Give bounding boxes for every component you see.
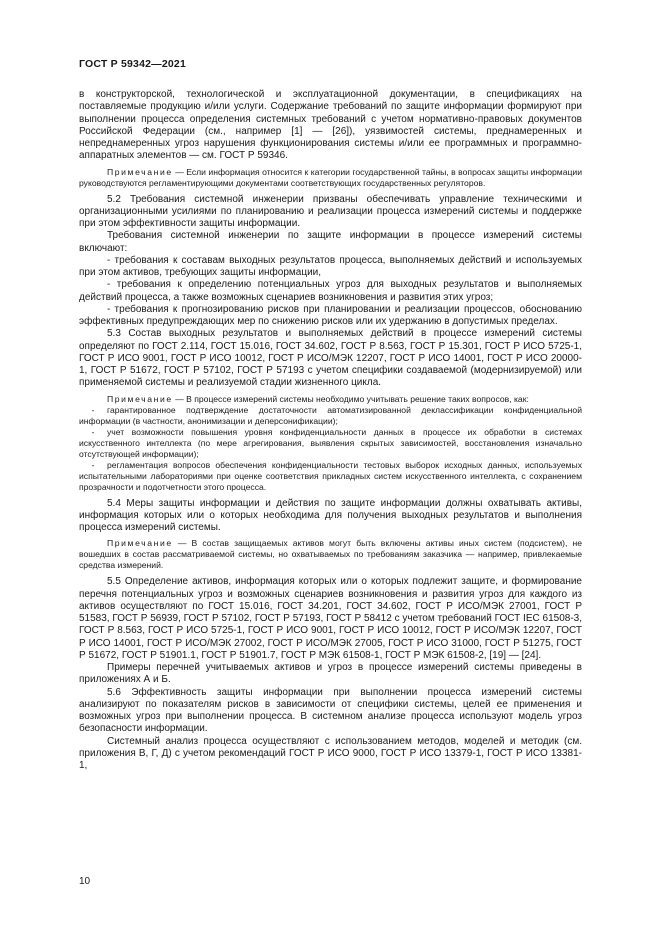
note-label: Примечание bbox=[107, 393, 173, 404]
paragraph: 5.6 Эффективность защиты информации при выполнении процесса измерений системы анализируют по показателям рисков в зависимости от специфики системы, целей ее применения и возможных угроз при выполнении процесса. В системном анализе процесса используют модель угроз безопасности информации. bbox=[79, 686, 582, 735]
paragraph: - требования к прогнозированию рисков при планировании и реализации процессов, обоснованию эффективных предупреждающих мер по снижению рисков или их удержанию в допустимых пределах. bbox=[79, 303, 582, 327]
note-text: — В процессе измерений системы необходимо учитывать решение таких вопросов, как: bbox=[172, 393, 529, 404]
note-list-item bbox=[79, 405, 582, 427]
document-header: ГОСТ Р 59342—2021 bbox=[79, 58, 187, 70]
note bbox=[79, 538, 582, 571]
paragraph: Системный анализ процесса осуществляют с использованием методов, моделей и методик (см. приложения В, Г, Д) с учетом рекомендаций ГОСТ Р ИСО 9000, ГОСТ Р ИСО 13379-1, ГОСТ Р ИСО 13381-1, bbox=[79, 735, 582, 771]
note-text: — В состав защищаемых активов могут быть включены активы иных систем (подсистем), не вошедших в состав рассматриваемой системы, но охватываемых по требованиям заказчика — например, привлекаемые средства измерений. bbox=[79, 538, 582, 571]
note-list-item bbox=[79, 427, 582, 460]
paragraph: в конструкторской, технологической и эксплуатационной документации, в спецификациях на поставляемые продукцию и/или услуги. Содержание требований по защите информации формируют при выполнении процесса определения системных требований с учетом нормативно-правовых документов Российской Федерации (см., например [1] — [26]), уязвимостей системы, преднамеренных и непреднамеренных угроз нарушения функционирования системы и/или ее программных и программно-аппаратных элементов — см. ГОСТ Р 59346. bbox=[79, 89, 582, 162]
note-label: Примечание bbox=[107, 166, 173, 177]
note bbox=[79, 167, 582, 189]
paragraph: 5.5 Определение активов, информация которых или о которых подлежит защите, и формирование перечня потенциальных угроз и возможных сценариев возникновения и развития угроз для каждого из активов осуществляют по ГОСТ 15.016, ГОСТ 34.201, ГОСТ 34.602, ГОСТ Р ИСО/МЭК 27001, ГОСТ Р 51583, ГОСТ Р 56939, ГОСТ Р 57102, ГОСТ Р 57193, ГОСТ Р 58412 с учетом требований ГОСТ IEC 61508-3, ГОСТ Р 8.563, ГОСТ Р ИСО 5725-1, ГОСТ Р ИСО 9001, ГОСТ Р ИСО 10012, ГОСТ Р ИСО/МЭК 12207, ГОСТ Р ИСО 14001, ГОСТ Р ИСО/МЭК 27002, ГОСТ Р ИСО/МЭК 27005, ГОСТ Р ИСО 31000, ГОСТ Р 51275, ГОСТ Р 51672, ГОСТ Р 51901.1, ГОСТ Р 51901.7, ГОСТ Р МЭК 61508-1, ГОСТ Р МЭК 61508-2, [19] — [24]. bbox=[79, 576, 582, 661]
note-item-text: гарантированное подтверждение достаточности автоматизированной деклассификации конфиденциальной информации (в частности, анонимизации и деперсонификации); bbox=[79, 404, 582, 426]
list-dash: - bbox=[91, 404, 95, 415]
note-label: Примечание bbox=[107, 538, 173, 549]
page-number: 10 bbox=[79, 876, 91, 887]
paragraph: Примеры перечней учитываемых активов и угроз в процессе измерений системы приведены в приложениях А и Б. bbox=[79, 662, 582, 686]
paragraph: 5.2 Требования системной инженерии призваны обеспечивать управление техническими и организационными усилиями по планированию и реализации процесса измерений системы и поддержке при этом эффективности защиты информации. bbox=[79, 193, 582, 229]
paragraph: Требования системной инженерии по защите информации в процессе измерений системы включают: bbox=[79, 230, 582, 254]
paragraph: - требования к составам выходных результатов процесса, выполняемых действий и используемых при этом активов, требующих защиты информации, bbox=[79, 254, 582, 278]
note-item-text: регламентация вопросов обеспечения конфиденциальности тестовых выборок исходных данных, используемых испытательными лабораториями при оценке соответствия прикладных систем искусственного интеллекта, с сохранением прозрачности и подотчетности этого процесса. bbox=[79, 459, 582, 492]
paragraph: 5.3 Состав выходных результатов и выполняемых действий в процессе измерений системы определяют по ГОСТ 2.114, ГОСТ 15.016, ГОСТ 34.602, ГОСТ Р 8.563, ГОСТ Р 15.301, ГОСТ Р ИСО 5725-1, ГОСТ Р ИСО 9001, ГОСТ Р ИСО 10012, ГОСТ Р ИСО/МЭК 12207, ГОСТ Р ИСО 14001, ГОСТ Р ИСО 20000-1, ГОСТ Р 51672, ГОСТ Р 57102, ГОСТ Р 57193 с учетом специфики создаваемой (модернизируемой) или применяемой системы и реализуемой стадии жизненного цикла. bbox=[79, 328, 582, 389]
note bbox=[79, 394, 582, 405]
note-text: — Если информация относится к категории государственной тайны, в вопросах защиты информации руководствуются регламентирующими документами соответствующих государственных регуляторов. bbox=[79, 166, 582, 188]
paragraph: 5.4 Меры защиты информации и действия по защите информации должны охватывать активы, информация которых или о которых необходима для получения выходных результатов и выполнения процесса измерений системы. bbox=[79, 497, 582, 533]
list-dash: - bbox=[91, 426, 95, 437]
note-list-item bbox=[79, 460, 582, 493]
document-body bbox=[79, 89, 582, 772]
list-dash: - bbox=[91, 459, 95, 470]
note-item-text: учет возможности повышения уровня конфиденциальности данных в процессе их обработки в системах искусственного интеллекта (по мере агрегирования, выявления скрытых зависимостей, восстановления изначально отсутствующей информации); bbox=[79, 426, 582, 459]
paragraph: - требования к определению потенциальных угроз для выходных результатов и выполняемых действий процесса, а также возможных сценариев возникновения и развития этих угроз; bbox=[79, 279, 582, 303]
